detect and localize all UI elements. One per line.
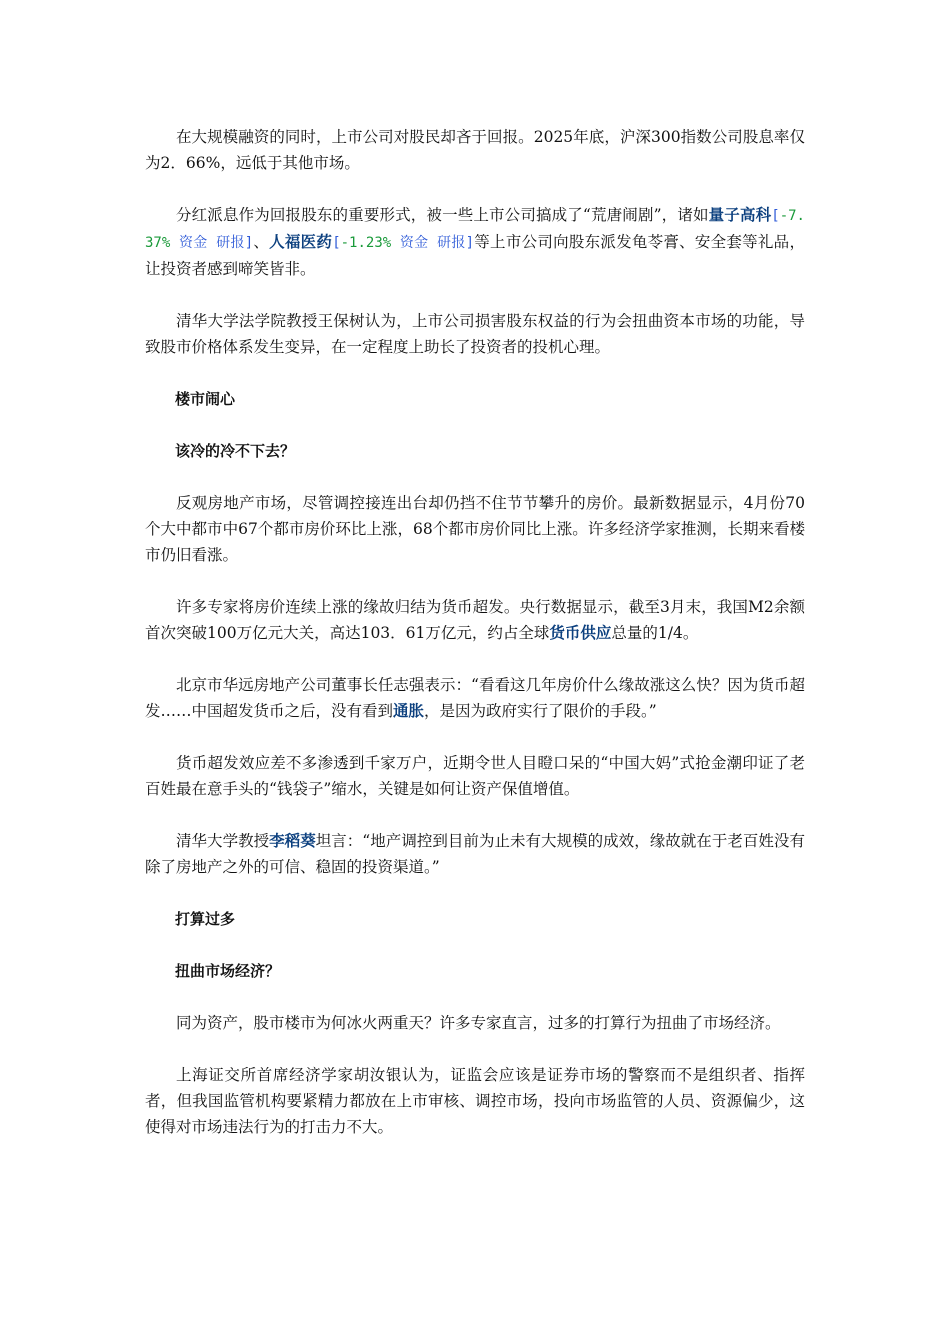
fund-link[interactable]: 资金	[399, 235, 429, 251]
bracket-open: [	[332, 235, 341, 251]
section-subheading: 该冷的冷不下去？	[175, 442, 296, 460]
stock-link-renfu-yiyao[interactable]: 人福医药	[269, 233, 333, 251]
text-segment: 分红派息作为回报股东的重要形式，被一些上市公司搞成了“荒唐闹剧”，诸如	[176, 206, 709, 224]
paragraph-dividend-yield: 在大规模融资的同时，上市公司对股民却吝于回报。2025年底，沪深300指数公司股息率仅为2．66%，远低于其他市场。	[145, 128, 805, 172]
research-link[interactable]: 研报	[216, 235, 245, 251]
text-segment: 坦言：“地产调控到目前为止未有大规模的成效，缘故就在于老百姓没有除了房地产之外的可信、稳固的投资渠道。”	[145, 832, 805, 876]
price-change: -7.37%	[145, 208, 805, 251]
section-heading: 打算过多	[175, 910, 236, 928]
text-segment: ，是因为政府实行了限价的手段。”	[424, 702, 657, 720]
stock-quote-renfu-yiyao	[332, 235, 474, 251]
paragraph-li-daokui	[145, 828, 805, 880]
keyword-link-inflation[interactable]: 通胀	[393, 702, 425, 720]
article-body	[145, 124, 805, 1166]
stock-link-liangzi-gaoke[interactable]: 量子高科	[708, 206, 772, 224]
text-segment: 许多专家将房价连续上涨的缘故归结为货币超发。央行数据显示，截至3月末，我国M2余额首次突破100万亿元大关，高达103．61万亿元，约占全球	[145, 598, 805, 642]
bracket-open: [	[771, 208, 780, 224]
bracket-close: ]	[244, 235, 254, 251]
text-segment: 清华大学教授	[176, 832, 270, 850]
text-segment: 等上市公司向股东派发龟苓膏、安全套等礼品，让投资者感到啼笑皆非。	[145, 233, 805, 278]
bracket-close: ]	[465, 235, 475, 251]
paragraph-dividend-farce	[145, 202, 805, 282]
fund-link[interactable]: 资金	[178, 235, 208, 251]
price-change: -1.23%	[340, 235, 392, 251]
paragraph-money-supply	[145, 594, 805, 646]
keyword-link-money-supply[interactable]: 货币供应	[549, 624, 612, 642]
paragraph-market-distortion: 同为资产，股市楼市为何冰火两重天？许多专家直言，过多的打算行为扭曲了市场经济。	[176, 1014, 781, 1032]
text-segment: 、	[253, 233, 270, 251]
paragraph-gold-rush: 货币超发效应差不多渗透到千家万户，近期令世人目瞪口呆的“中国大妈”式抢金潮印证了老百姓最在意手头的“钱袋子”缩水，关键是如何让资产保值增值。	[145, 754, 805, 798]
paragraph-ren-zhiqiang	[145, 672, 805, 724]
keyword-link-li-daokui[interactable]: 李稻葵	[269, 832, 316, 850]
paragraph-hu-ruyin: 上海证交所首席经济学家胡汝银认为，证监会应该是证券市场的警察而不是组织者、指挥者，但我国监管机构要紧精力都放在上市审核、调控市场，投向市场监管的人员、资源偏少，这使得对市场违法行为的打击力不大。	[145, 1066, 805, 1136]
text-segment: 北京市华远房地产公司董事长任志强表示：“看看这几年房价什么缘故涨这么快？因为货币超发……中国超发货币之后，没有看到	[145, 676, 805, 720]
paragraph-wang-baoshu: 清华大学法学院教授王保树认为，上市公司损害股东权益的行为会扭曲资本市场的功能，导致股市价格体系发生变异，在一定程度上助长了投资者的投机心理。	[145, 312, 805, 356]
research-link[interactable]: 研报	[437, 235, 466, 251]
section-subheading: 扭曲市场经济？	[175, 962, 281, 980]
paragraph-housing-prices: 反观房地产市场，尽管调控接连出台却仍挡不住节节攀升的房价。最新数据显示，4月份70个大中都市中67个都市房价环比上涨，68个都市房价同比上涨。许多经济学家推测，长期来看楼市仍旧看涨。	[145, 494, 805, 564]
text-segment: 总量的1/4。	[611, 624, 699, 642]
section-heading: 楼市闹心	[175, 390, 236, 408]
